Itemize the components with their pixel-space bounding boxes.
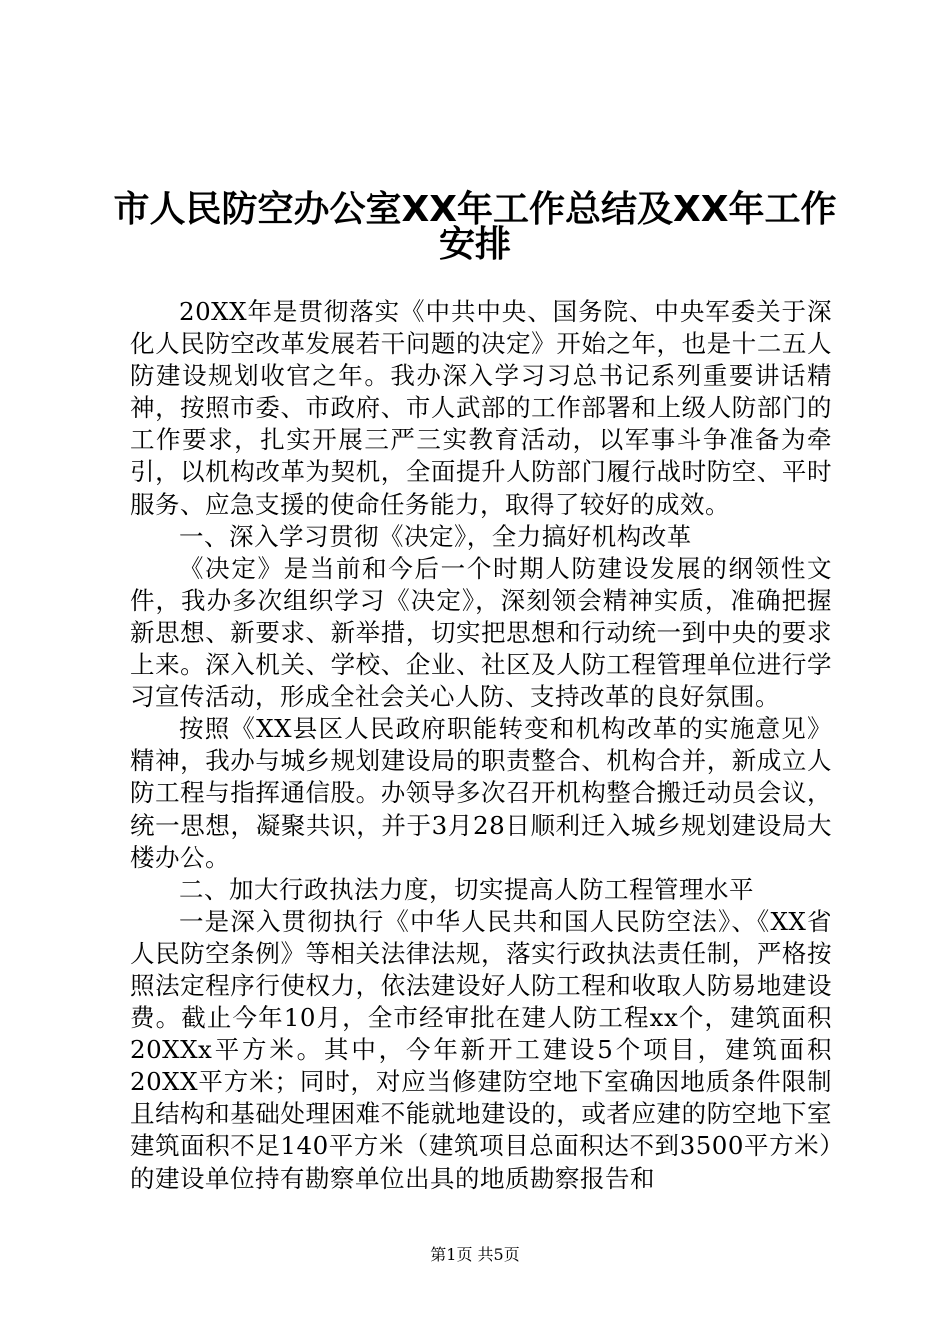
paragraph-decision: 《决定》是当前和今后一个时期人防建设发展的纲领性文件，我办多次组织学习《决定》，深刻领会精神实质，准确把握新思想、新要求、新举措，切实把思想和行动统一到中央的要求上来。深入机关、学校、企业、社区及人防工程管理单位进行学习宣传活动，形成全社会关心人防、支持改革的良好氛围。: [130, 553, 832, 712]
paragraph-reform: 按照《XX县区人民政府职能转变和机构改革的实施意见》精神，我办与城乡规划建设局的职责整合、机构合并，新成立人防工程与指挥通信股。办领导多次召开机构整合搬迁动员会议，统一思想，凝聚共识，并于3月28日顺利迁入城乡规划建设局大楼办公。: [130, 714, 832, 872]
paragraph-enforcement: 一是深入贯彻执行《中华人民共和国人民防空法》、《XX省人民防空条例》等相关法律法规，落实行政执法责任制，严格按照法定程序行使权力，依法建设好人防工程和收取人防易地建设费。截止今年10月，全市经审批在建人防工程xx个，建筑面积20XXx平方米。其中，今年新开工建设5个项目，建筑面积20XX平方米；同时，对应当修建防空地下室确因地质条件限制且结构和基础处理困难不能就地建设的，或者应建的防空地下室建筑面积不足140平方米（建筑项目总面积达不到3500平方米）的建设单位持有勘察单位出具的地质勘察报告和: [130, 906, 832, 1193]
document-title-line-2: 安排: [438, 224, 511, 265]
document-body: [130, 296, 832, 1195]
section-heading-1: 一、深入学习贯彻《决定》，全力搞好机构改革: [179, 521, 692, 551]
section-heading-2: 二、加大行政执法力度，切实提高人防工程管理水平: [179, 874, 754, 904]
document-title-line-1: 市人民防空办公室XX年工作总结及XX年工作: [113, 189, 837, 230]
paragraph-intro: 20XX年是贯彻落实《中共中央、国务院、中央军委关于深化人民防空改革发展若干问题的决定》开始之年，也是十二五人防建设规划收官之年。我办深入学习习总书记系列重要讲话精神，按照市委、市政府、市人武部的工作部署和上级人防部门的工作要求，扎实开展三严三实教育活动，以军事斗争准备为牵引，以机构改革为契机，全面提升人防部门履行战时防空、平时服务、应急支援的使命任务能力，取得了较好的成效。: [130, 297, 832, 519]
page-number-footer: 第1页 共5页: [430, 1245, 520, 1264]
